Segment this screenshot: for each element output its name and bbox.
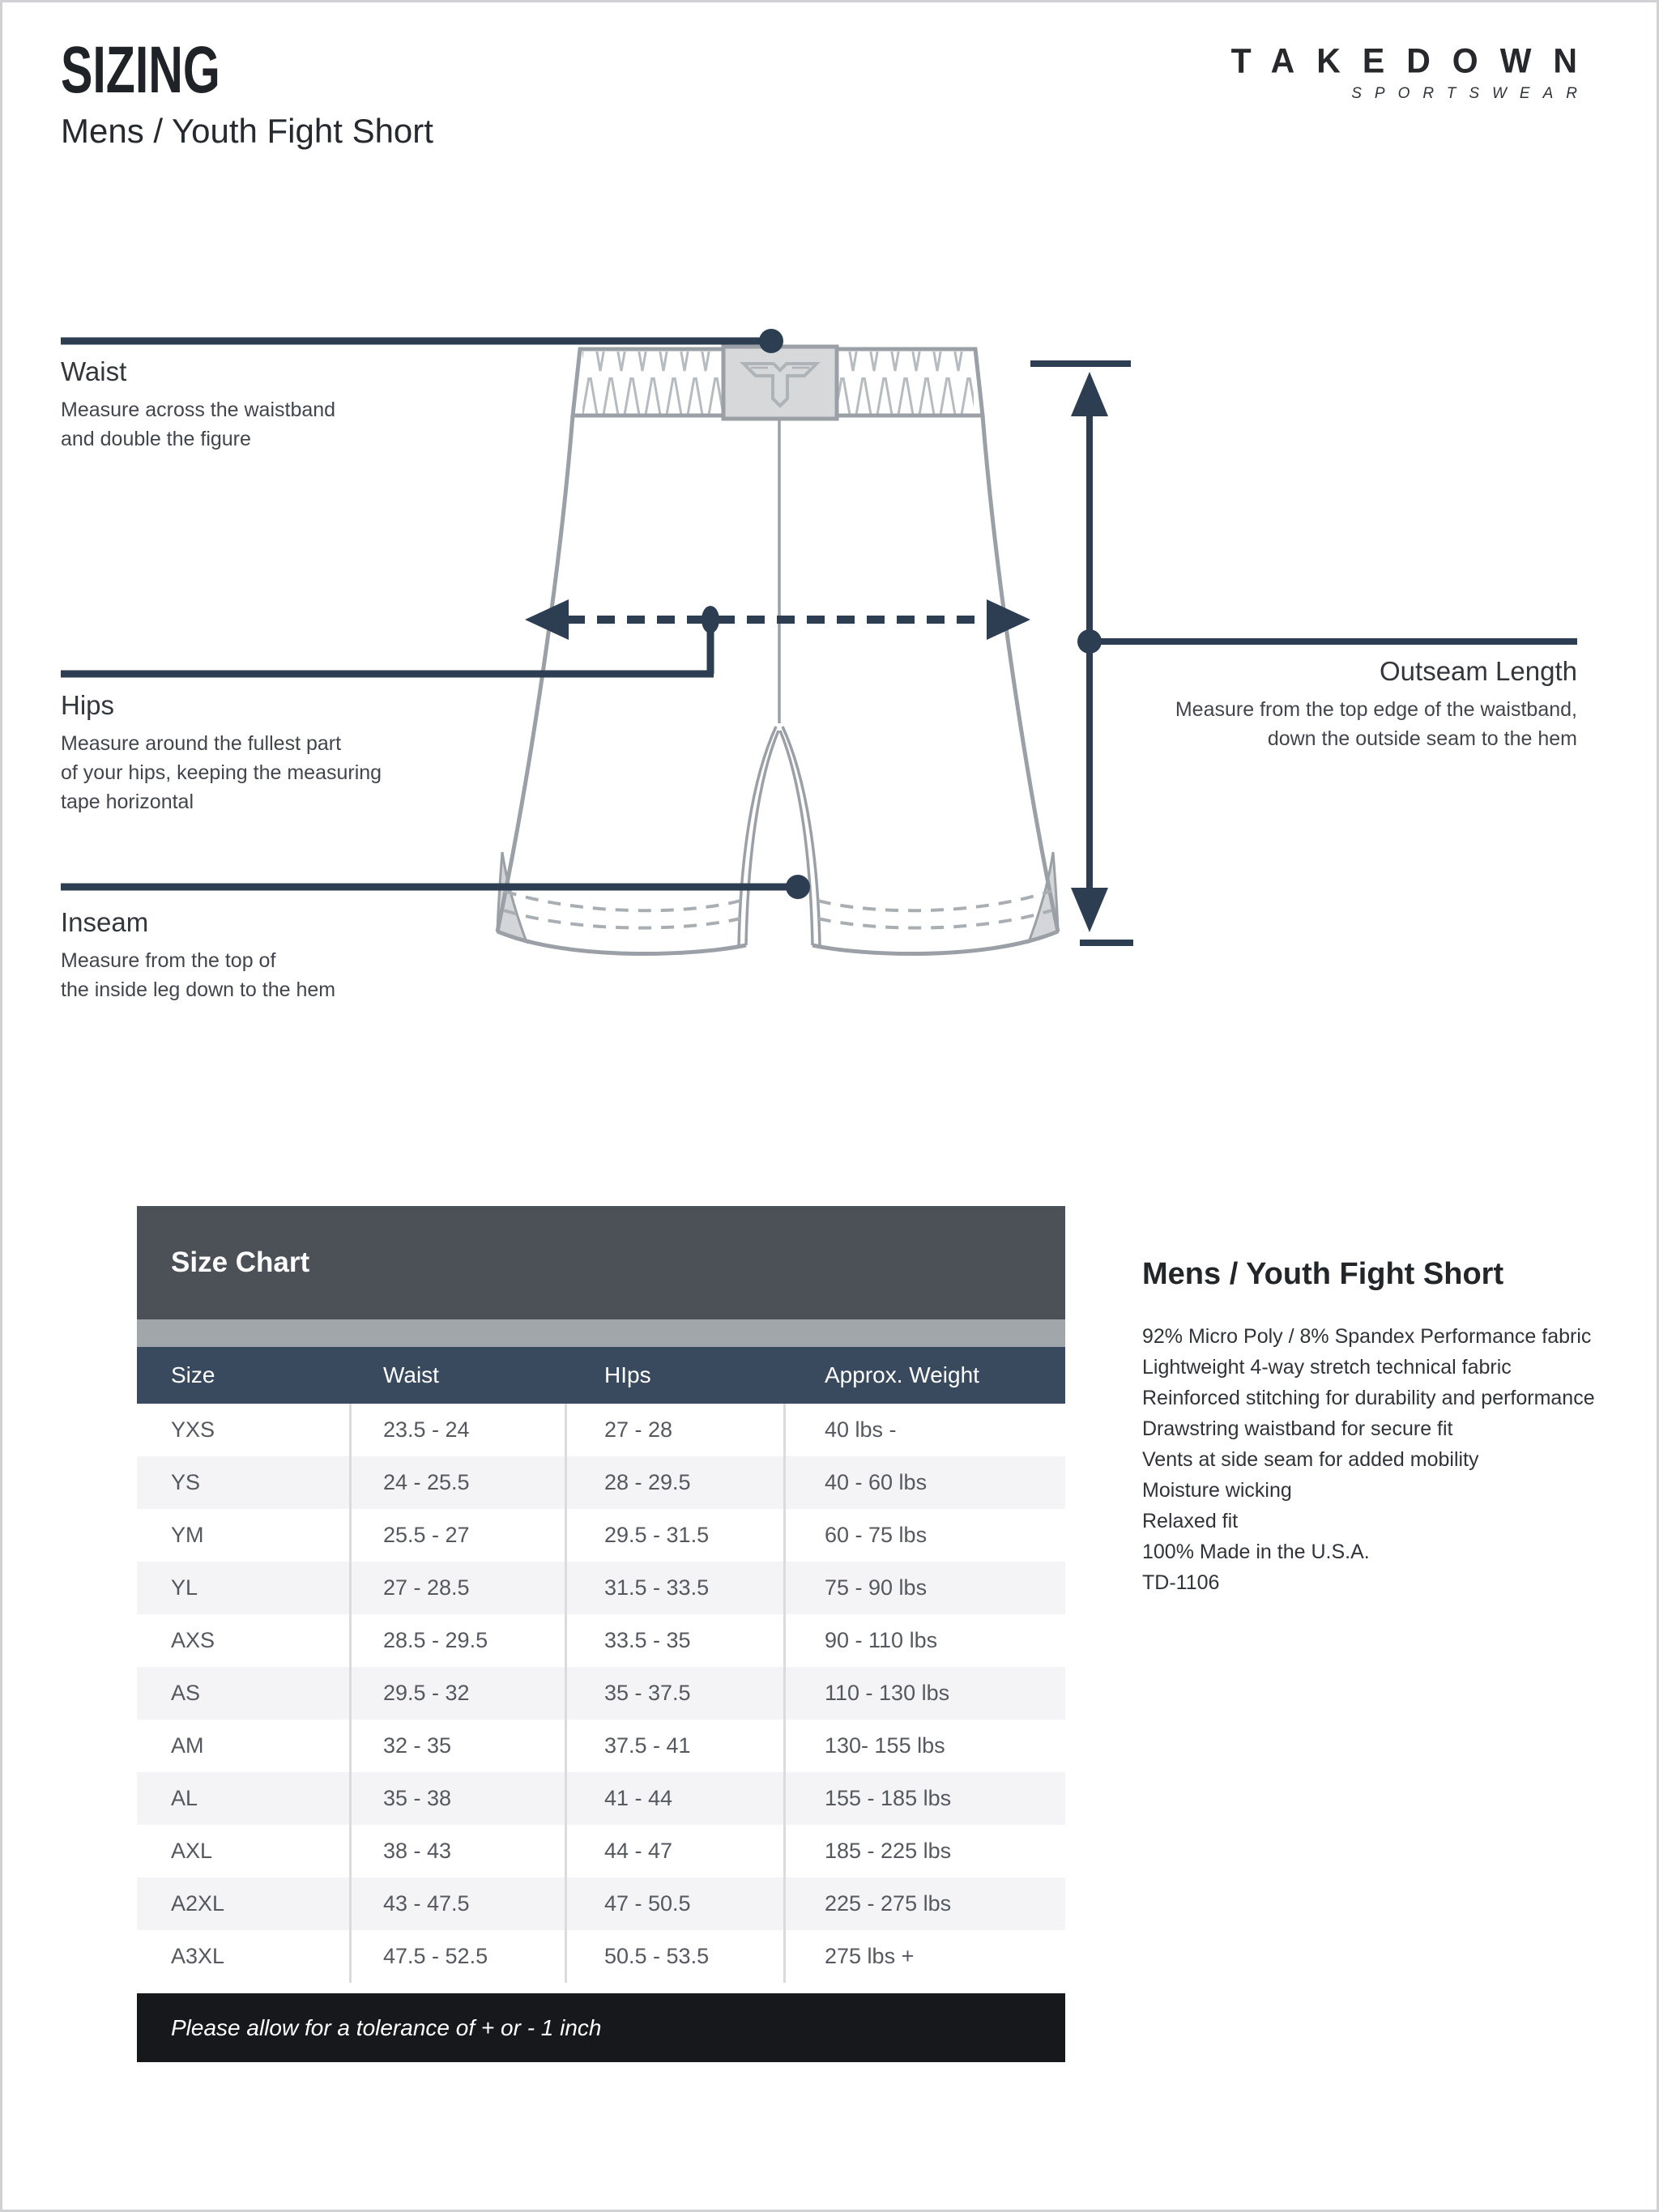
size-chart-header-row [137,1347,1065,1404]
column-header-waist: Waist [383,1362,439,1387]
waistband-zigzag-right [838,352,974,414]
inseam-annotation: Inseam Measure from the top of the inside leg down to the hem [61,907,336,1001]
hips-title: Hips [61,690,115,720]
left-outer-seam [497,416,573,931]
brand-wordmark: TAKEDOWN [1230,40,1599,81]
column-header-weight: Approx. Weight [825,1362,979,1387]
right-outer-seam [983,416,1058,931]
table-row: A3XL 47.5 - 52.5 50.5 - 53.5 275 lbs + [171,1944,915,1968]
table-row: AXL 38 - 43 44 - 47 185 - 225 lbs [171,1839,952,1863]
column-divider [349,1404,352,1983]
feature-line: Lightweight 4-way stretch technical fabric [1142,1356,1512,1379]
takedown-t-icon [744,364,817,406]
outseam-dot [1077,629,1102,654]
product-panel [1142,1257,1628,1598]
table-row: YS 24 - 25.5 28 - 29.5 40 - 60 lbs [137,1456,1065,1509]
column-divider [783,1404,786,1983]
feature-line: TD-1106 [1142,1571,1220,1594]
waistband-logo-patch [723,347,837,419]
table-row: A2XL 43 - 47.5 47 - 50.5 225 - 275 lbs [137,1877,1065,1930]
hips-arrow-right [987,599,1030,640]
brand-logo [1230,40,1599,103]
size-chart-body [137,1404,1065,1983]
waistband-zigzag-left [582,352,722,414]
table-row: YL 27 - 28.5 31.5 - 33.5 75 - 90 lbs [137,1562,1065,1614]
outseam-arrow-up [1071,372,1108,416]
waist-title: Waist [61,356,127,386]
inseam-title: Inseam [61,907,149,937]
feature-line: Vents at side seam for added mobility [1142,1448,1479,1471]
inseam-dot [786,875,810,899]
waist-annotation: Waist Measure across the waistband and double the figure [61,356,336,450]
feature-line: Reinforced stitching for durability and performance [1142,1387,1595,1409]
table-row: YM 25.5 - 27 29.5 - 31.5 60 - 75 lbs [171,1523,928,1547]
hips-dot [702,606,719,633]
feature-line: Relaxed fit [1142,1510,1239,1532]
brand-tagline: SPORTSWEAR [1351,85,1590,102]
shorts-drawing [497,347,1058,954]
feature-line: 92% Micro Poly / 8% Spandex Performance fabric [1142,1325,1592,1348]
product-title: Mens / Youth Fight Short [1142,1257,1504,1291]
table-row: AM 32 - 35 37.5 - 41 130- 155 lbs [171,1733,945,1758]
hem-stitching [504,891,1051,928]
size-chart [137,1206,1065,2062]
outseam-arrow-down [1071,888,1108,932]
hips-annotation: Hips Measure around the fullest part of your hips, keeping the measuring tape horizontal [61,690,382,813]
crotch-right-outer [783,727,820,947]
column-divider [565,1404,567,1983]
page-subtitle: Mens / Youth Fight Short [61,112,433,150]
size-chart-divider-strip [137,1319,1065,1347]
table-row: AL 35 - 38 41 - 44 155 - 185 lbs [137,1772,1065,1825]
product-features [1142,1321,1628,1598]
page-title: SIZING [61,33,220,107]
crotch-left-outer [739,727,776,947]
table-row: YXS 23.5 - 24 27 - 28 40 lbs - [171,1417,897,1442]
feature-line: Drawstring waistband for secure fit [1142,1417,1453,1440]
left-vent [497,852,527,942]
feature-line: 100% Made in the U.S.A. [1142,1541,1370,1563]
hips-arrow-left [525,599,569,640]
waistband-outline [573,349,983,416]
waist-dot [759,329,783,353]
right-vent [1029,852,1058,942]
feature-line: Moisture wicking [1142,1479,1292,1502]
tolerance-note: Please allow for a tolerance of + or - 1 inch [137,1993,1065,2062]
outseam-annotation: Outseam Length Measure from the top edge of the waistband, down the outside seam to the hem [1175,656,1577,750]
outseam-title: Outseam Length [1380,656,1577,686]
crotch-right-inner [780,731,812,945]
right-hem [812,931,1058,954]
crotch-left-inner [746,731,778,945]
table-row: AXS 28.5 - 29.5 33.5 - 35 90 - 110 lbs [171,1628,938,1652]
size-chart-title: Size Chart [137,1206,1065,1319]
column-header-size: Size [171,1362,215,1387]
column-header-hips: HIps [604,1362,651,1387]
table-row: AS 29.5 - 32 35 - 37.5 110 - 130 lbs [137,1667,1065,1720]
left-hem [497,931,746,954]
